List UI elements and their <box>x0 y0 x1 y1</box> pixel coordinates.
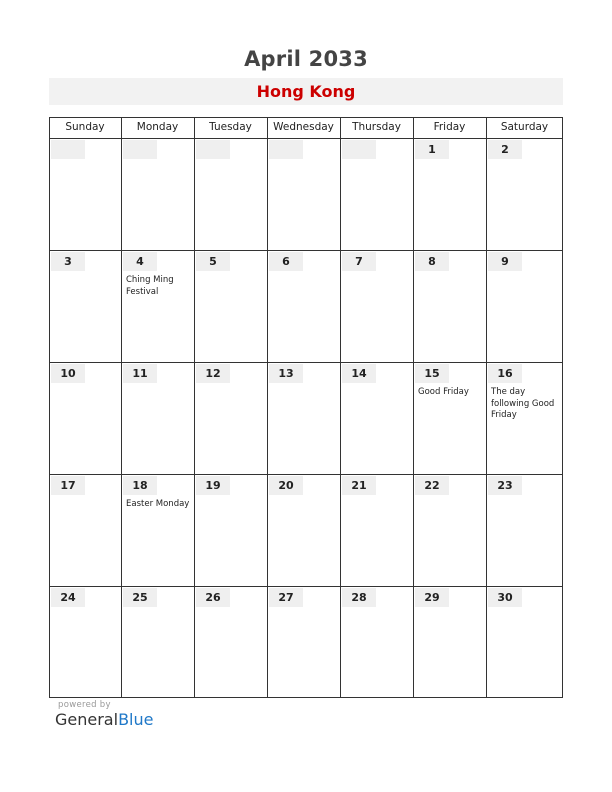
date-number: 12 <box>205 367 221 380</box>
weekday-header-3: Wednesday <box>273 121 334 133</box>
holiday-label: Easter Monday <box>126 499 190 509</box>
day-cell[interactable] <box>340 586 413 697</box>
weekday-header-1: Monday <box>136 121 179 133</box>
date-number: 14 <box>351 367 367 380</box>
day-cell[interactable] <box>194 586 267 697</box>
date-number: 21 <box>351 479 367 492</box>
date-number: 9 <box>501 255 509 268</box>
date-number: 8 <box>428 255 436 268</box>
footer <box>55 700 153 729</box>
date-shade <box>51 140 85 159</box>
grid-line <box>340 117 341 697</box>
day-cell[interactable] <box>486 362 563 474</box>
day-cell[interactable] <box>486 586 563 697</box>
grid-line <box>486 117 487 697</box>
weekday-header-5: Friday <box>433 121 466 133</box>
day-cell[interactable] <box>267 586 340 697</box>
date-number: 10 <box>60 367 76 380</box>
date-number: 27 <box>278 591 294 604</box>
day-cell[interactable] <box>49 474 121 586</box>
date-number: 15 <box>424 367 440 380</box>
date-number: 30 <box>497 591 513 604</box>
day-cell[interactable] <box>194 138 267 250</box>
date-number: 11 <box>132 367 148 380</box>
weekday-header-0: Sunday <box>65 121 105 133</box>
day-cell[interactable] <box>413 586 486 697</box>
day-cell[interactable] <box>121 586 194 697</box>
date-shade <box>123 140 157 159</box>
page-title: April 2033 <box>244 47 368 71</box>
day-cell[interactable] <box>486 474 563 586</box>
day-cell[interactable] <box>413 250 486 362</box>
day-cell[interactable] <box>486 250 563 362</box>
day-cell[interactable] <box>486 138 563 250</box>
date-number: 26 <box>205 591 221 604</box>
day-cell[interactable] <box>121 138 194 250</box>
holiday-label: Ching Ming Festival <box>126 275 174 297</box>
date-number: 4 <box>136 255 144 268</box>
grid-line <box>267 117 268 697</box>
brand-logo[interactable] <box>55 710 153 729</box>
date-number: 22 <box>424 479 440 492</box>
weekday-header-2: Tuesday <box>209 121 252 133</box>
date-number: 16 <box>497 367 513 380</box>
grid-line <box>121 117 122 697</box>
day-cell[interactable] <box>194 474 267 586</box>
grid-line <box>49 117 50 697</box>
day-cell[interactable] <box>49 250 121 362</box>
grid-line <box>49 697 563 698</box>
day-cell[interactable] <box>413 362 486 474</box>
date-number: 3 <box>64 255 72 268</box>
day-cell[interactable] <box>340 250 413 362</box>
day-cell[interactable] <box>194 250 267 362</box>
date-number: 24 <box>60 591 76 604</box>
region-label: Hong Kong <box>256 82 356 101</box>
day-cell[interactable] <box>121 250 194 362</box>
date-shade <box>342 140 376 159</box>
date-number: 19 <box>205 479 221 492</box>
weekday-header-6: Saturday <box>500 121 549 133</box>
date-number: 18 <box>132 479 148 492</box>
weekday-header-4: Thursday <box>352 121 401 133</box>
day-cell[interactable] <box>267 138 340 250</box>
date-number: 2 <box>501 143 509 156</box>
calendar-grid <box>49 117 563 697</box>
date-number: 28 <box>351 591 367 604</box>
date-number: 23 <box>497 479 513 492</box>
day-cell[interactable] <box>121 474 194 586</box>
date-number: 29 <box>424 591 440 604</box>
powered-by-label: powered by <box>58 700 111 710</box>
day-cell[interactable] <box>267 362 340 474</box>
day-cell[interactable] <box>49 586 121 697</box>
date-shade <box>196 140 230 159</box>
day-cell[interactable] <box>413 474 486 586</box>
day-cell[interactable] <box>340 138 413 250</box>
date-number: 13 <box>278 367 294 380</box>
date-number: 17 <box>60 479 76 492</box>
grid-line <box>194 117 195 697</box>
holiday-label: Good Friday <box>418 387 469 397</box>
date-number: 1 <box>428 143 436 156</box>
day-cell[interactable] <box>340 474 413 586</box>
date-number: 7 <box>355 255 363 268</box>
date-number: 25 <box>132 591 148 604</box>
day-cell[interactable] <box>413 138 486 250</box>
holiday-label: The day following Good Friday <box>491 387 555 420</box>
day-cell[interactable] <box>267 474 340 586</box>
grid-line <box>413 117 414 697</box>
brand-blue-text: Blue <box>118 710 154 729</box>
date-shade <box>269 140 303 159</box>
date-number: 20 <box>278 479 294 492</box>
day-cell[interactable] <box>194 362 267 474</box>
brand-general-text: General <box>55 710 119 729</box>
region-banner <box>49 78 563 105</box>
day-cell[interactable] <box>121 362 194 474</box>
grid-line <box>562 117 563 697</box>
day-cell[interactable] <box>267 250 340 362</box>
day-cell[interactable] <box>49 138 121 250</box>
date-number: 6 <box>282 255 290 268</box>
date-number: 5 <box>209 255 217 268</box>
day-cell[interactable] <box>340 362 413 474</box>
day-cell[interactable] <box>49 362 121 474</box>
